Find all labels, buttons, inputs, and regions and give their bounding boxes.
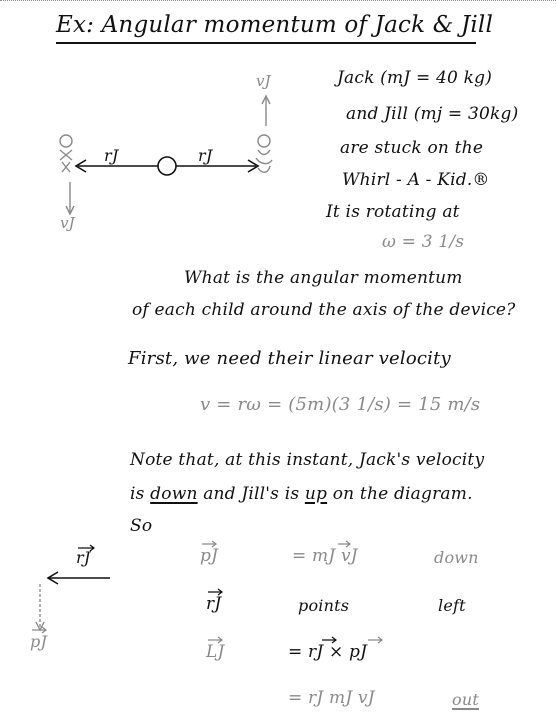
label-v-bottom: vJ [60,214,75,232]
label-v-top: vJ [256,72,271,90]
question-line-2: of each child around the axis of the device? [132,300,516,320]
note-is: is [130,484,145,504]
problem-line-2: and Jill (mj = 30kg) [346,104,519,124]
p-lhs: pJ [200,546,219,566]
r-direction: left [438,596,466,615]
r-lhs: rJ [206,594,222,614]
problem-line-3: are stuck on the [340,138,484,158]
p-rhs: = mJ vJ [292,546,358,566]
p-direction: down [434,548,479,567]
l-rhs: = rJ × pJ [288,642,368,662]
question-line-1: What is the angular momentum [184,268,463,288]
note-diagram: on the diagram. [332,484,473,504]
note-up: up [304,484,328,504]
l-lhs: LJ [206,642,225,662]
step1-line-1: First, we need their linear velocity [128,348,451,369]
problem-line-5: It is rotating at [326,202,460,222]
mini-r-label: rJ [76,548,91,567]
note-jills: and Jill's is [203,484,300,504]
velocity-equation: v = rω = (5m)(3 1/s) = 15 m/s [200,394,481,415]
problem-line-4: Whirl - A - Kid.® [342,170,490,190]
l2-direction: out [452,690,479,709]
r-points: points [298,596,350,615]
note-line-3: So [130,516,153,536]
mini-p-label: pJ [30,632,48,651]
problem-line-6: ω = 3 1/s [382,232,465,252]
note-line-1: Note that, at this instant, Jack's velocity [130,450,485,470]
label-r-left: rJ [104,146,119,165]
label-r-right: rJ [198,146,213,165]
problem-line-1: Jack (mJ = 40 kg) [337,68,493,88]
page-title: Ex: Angular momentum of Jack & Jill [56,12,494,38]
note-down: down [150,484,198,504]
l2-rhs: = rJ mJ vJ [288,688,375,708]
